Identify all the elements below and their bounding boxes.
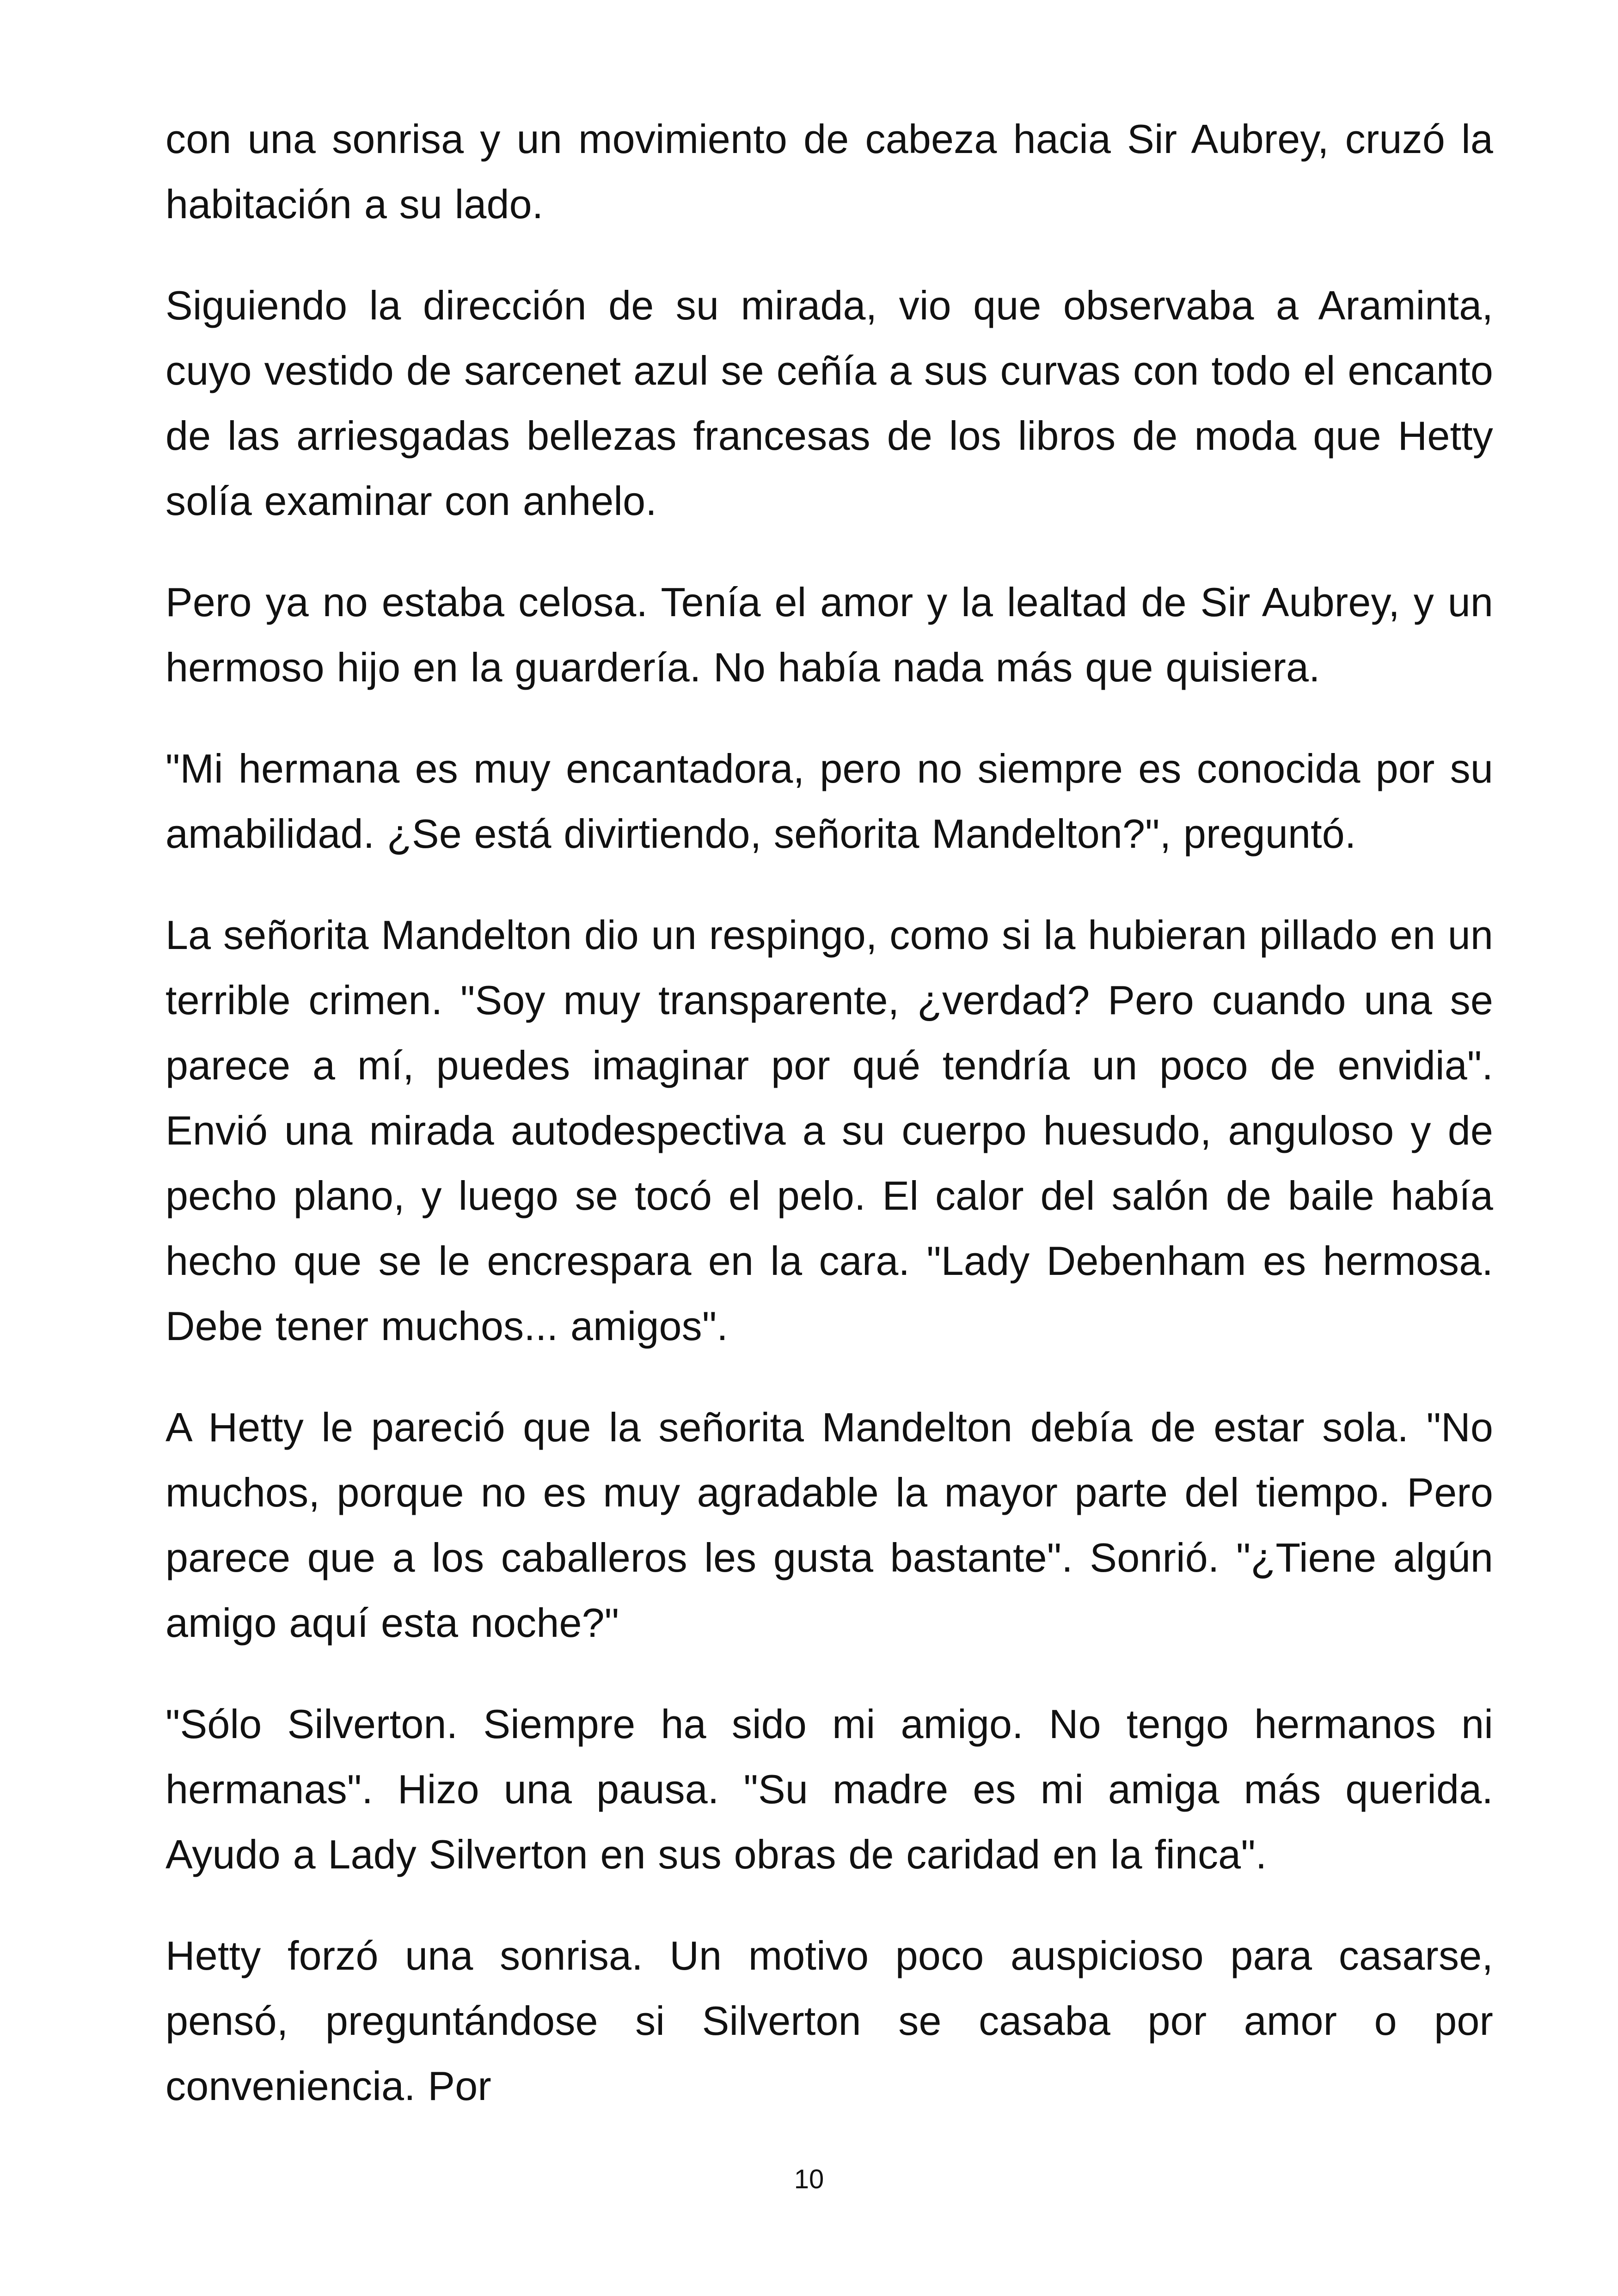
paragraph-5: La señorita Mandelton dio un respingo, como si la hubieran pillado en un terrible crimen. "Soy muy transparente, ¿verdad? Pero cuando una se parece a mí, puedes imaginar por qué tendría un poco de envidia". Envió una mirada autodespectiva a su cuerpo huesudo, anguloso y de pecho plano, y luego se tocó el pelo. El calor del salón de baile había hecho que se le encrespara en la cara. "Lady Debenham es hermosa. Debe tener muchos... amigos".	[165, 912, 1493, 1349]
paragraph-3: Pero ya no estaba celosa. Tenía el amor y la lealtad de Sir Aubrey, y un hermoso hijo en la guardería. No había nada más que quisiera.	[165, 579, 1493, 690]
paragraph-4: "Mi hermana es muy encantadora, pero no siempre es conocida por su amabilidad. ¿Se está divirtiendo, señorita Mandelton?", preguntó.	[165, 746, 1493, 857]
page-number: 10	[794, 2164, 824, 2194]
paragraph-1: con una sonrisa y un movimiento de cabeza hacia Sir Aubrey, cruzó la habitación a su lado.	[165, 116, 1493, 227]
paragraph-6: A Hetty le pareció que la señorita Mandelton debía de estar sola. "No muchos, porque no es muy agradable la mayor parte del tiempo. Pero parece que a los caballeros les gusta bastante". Sonrió. "¿Tiene algún amigo aquí esta noche?"	[165, 1404, 1493, 1646]
paragraph-8: Hetty forzó una sonrisa. Un motivo poco auspicioso para casarse, pensó, preguntándose si Silverton se casaba por amor o por conveniencia. Por	[165, 1933, 1493, 2109]
paragraph-2: Siguiendo la dirección de su mirada, vio que observaba a Araminta, cuyo vestido de sarcenet azul se ceñía a sus curvas con todo el encanto de las arriesgadas bellezas francesas de los libros de moda que Hetty solía examinar con anhelo.	[165, 282, 1493, 524]
body-text	[165, 106, 1493, 2118]
paragraph-7: "Sólo Silverton. Siempre ha sido mi amigo. No tengo hermanos ni hermanas". Hizo una pausa. "Su madre es mi amiga más querida. Ayudo a Lady Silverton en sus obras de caridad en la finca".	[165, 1701, 1493, 1877]
